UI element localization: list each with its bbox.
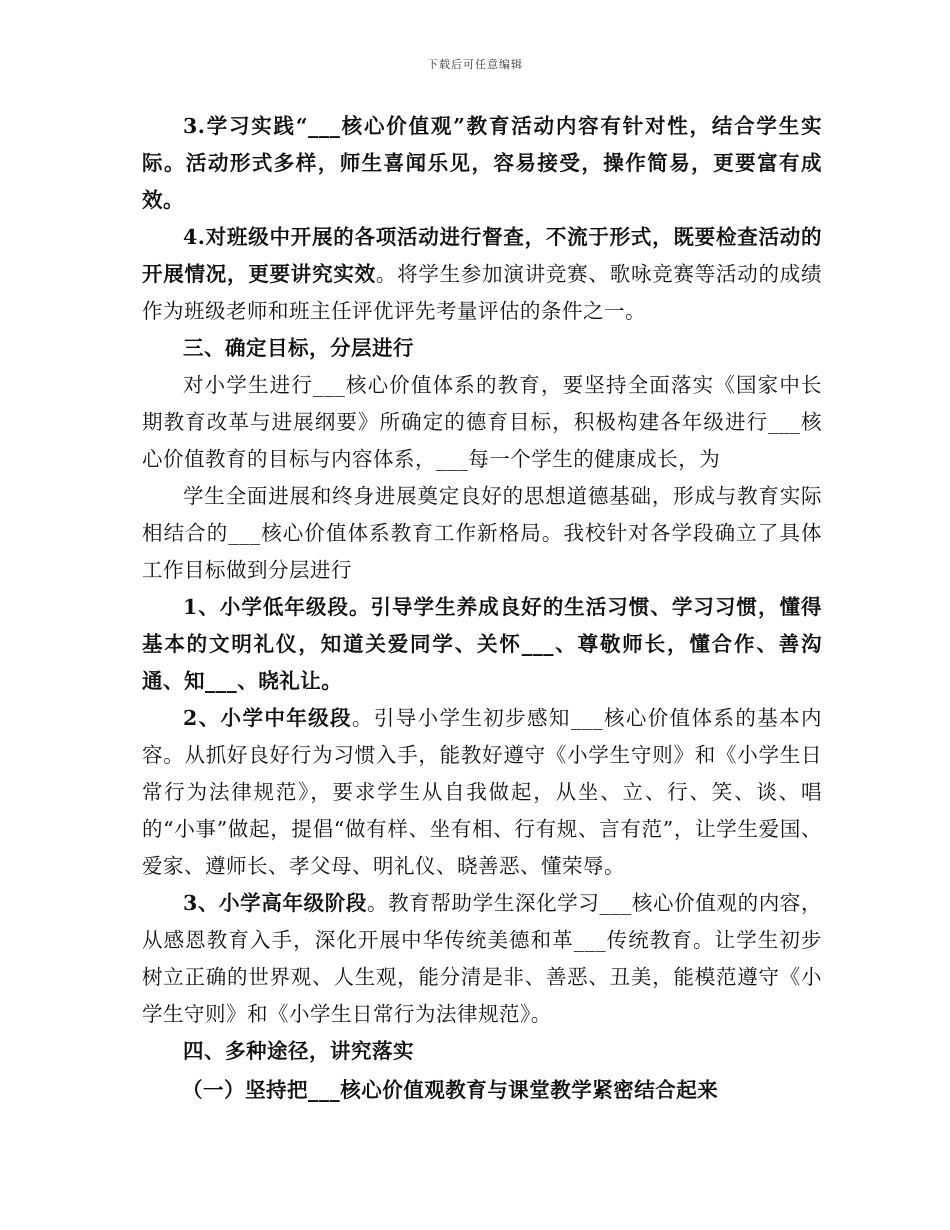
paragraph-goals-intro: 对小学生进行___核心价值体系的教育，要坚持全面落实《国家中长期教育改革与进展纲要》所确定的德育目标，积极构建各年级进行___核心价值教育的目标与内容体系，___每一个学生的健康成长，为 xyxy=(142,373,822,471)
section-heading-4: 四、多种途径，讲究落实 xyxy=(183,1039,414,1063)
paragraph-middle-grade-lead: 2、小学中年级段 xyxy=(183,706,352,730)
paragraph-middle-grade xyxy=(142,700,822,885)
paragraph-upper-grade-rest: 。教育帮助学生深化学习___核心价值观的内容，从感恩教育入手，深化开展中华传统美德和革___传统教育。让学生初步树立正确的世界观、人生观，能分清是非、善恶、丑美，能模范遵守《小学生守则》和《小学生日常行为法律规范》。 xyxy=(142,891,822,1026)
subsection-heading-4-1: （一）坚持把___核心价值观教育与课堂教学紧密结合起来 xyxy=(182,1078,719,1102)
paragraph-upper-grade-lead: 3、小学高年级阶段 xyxy=(183,891,367,915)
paragraph-item-3: 3.学习实践“___核心价值观”教育活动内容有针对性，结合学生实际。活动形式多样，师生喜闻乐见，容易接受，操作简易，更要富有成效。 xyxy=(142,114,822,212)
document-body xyxy=(142,108,822,1110)
paragraph-item-4-lead: 4.对班级中开展的各项活动进行督查，不流于形式，既要检查活动的开展情况，更要讲究实效 xyxy=(142,225,822,286)
paragraph-item-4-rest: 。将学生参加演讲竞赛、歌咏竞赛等活动的成绩作为班级老师和班主任评优评先考量评估的条件之一。 xyxy=(142,262,823,323)
paragraph-middle-grade-rest: 。引导小学生初步感知___核心价值体系的基本内容。从抓好良好行为习惯入手，能教好遵守《小学生守则》和《小学生日常行为法律规范》，要求学生从自我做起，从坐、立、行、笑、谈、唱的“小事”做起，提倡“做有样、坐有相、行有规、言有范”，让学生爱国、爱家、遵师长、孝父母、明礼仪、晓善恶、懂荣辱。 xyxy=(142,706,823,878)
section-heading-3: 三、确定目标，分层进行 xyxy=(183,336,414,360)
paragraph-item-4 xyxy=(142,219,822,330)
header-note: 下载后可任意编辑 xyxy=(427,58,523,71)
paragraph-upper-grade xyxy=(142,885,822,1033)
paragraph-goals-cont: 学生全面进展和终身进展奠定良好的思想道德基础，形成与教育实际相结合的___核心价值体系教育工作新格局。我校针对各学段确立了具体工作目标做到分层进行 xyxy=(142,484,822,582)
paragraph-lower-grade: 1、小学低年级段。引导学生养成良好的生活习惯、学习习惯，懂得基本的文明礼仪，知道关爱同学、关怀___、尊敬师长，懂合作、善沟通、知___、晓礼让。 xyxy=(142,595,822,693)
